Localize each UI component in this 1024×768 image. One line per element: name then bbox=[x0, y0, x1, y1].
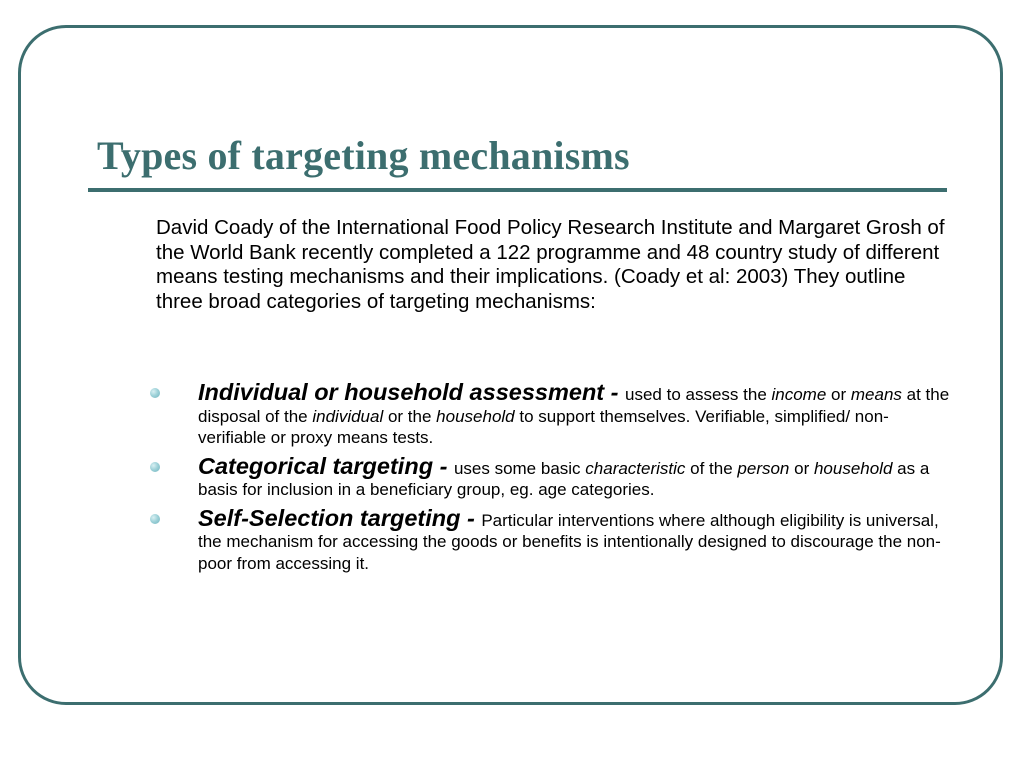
bullet-list bbox=[150, 379, 950, 581]
bullet-text: or the bbox=[383, 406, 437, 426]
bullet-text: Particular interventions where although eligibility is universal, the mechanism for accessing the goods or benefits is intentionally designed to discourage the non-poor from accessing it. bbox=[198, 510, 941, 573]
bullet-text: to support themselves. Verifiable, simplified/ non-verifiable or proxy means tests. bbox=[198, 406, 889, 447]
title-underline bbox=[88, 188, 947, 192]
bullet-dot-icon bbox=[150, 388, 160, 398]
bullet-text-italic: household bbox=[813, 458, 893, 478]
bullet-term: Categorical targeting - bbox=[198, 452, 454, 479]
bullet-text: uses some basic bbox=[453, 458, 586, 478]
bullet-term: Individual or household assessment - bbox=[198, 379, 626, 405]
bullet-text-italic: individual bbox=[312, 406, 384, 426]
bullet-dot-icon bbox=[150, 514, 160, 524]
bullet-text: as a basis for inclusion in a beneficiary group, eg. age categories. bbox=[198, 458, 930, 499]
bullet-text-italic: person bbox=[737, 458, 790, 478]
bullet-text-italic: means bbox=[850, 385, 902, 404]
bullet-text-italic: characteristic bbox=[585, 458, 686, 478]
slide-title: Types of targeting mechanisms bbox=[97, 133, 630, 178]
bullet-item-self-selection bbox=[150, 504, 950, 575]
bullet-item-categorical-targeting bbox=[150, 452, 950, 501]
slide-frame bbox=[18, 25, 1003, 705]
bullet-text: of the bbox=[685, 458, 738, 478]
intro-paragraph: David Coady of the International Food Policy Research Institute and Margaret Grosh of the World Bank recently completed a 122 programme and 48 country study of different means testing mechanisms and their implications. (Coady et al: 2003) They outline three broad categories of targeting mechanisms: bbox=[156, 216, 945, 313]
bullet-text: or bbox=[789, 458, 814, 478]
bullet-term: Self-Selection targeting - bbox=[198, 504, 482, 531]
bullet-text-italic: income bbox=[771, 385, 827, 404]
bullet-item-individual-assessment bbox=[150, 379, 950, 449]
bullet-text: used to assess the bbox=[625, 385, 772, 404]
bullet-dot-icon bbox=[150, 462, 160, 472]
bullet-text: or bbox=[826, 385, 851, 404]
bullet-text-italic: household bbox=[436, 406, 515, 426]
bullet-text: at the disposal of the bbox=[198, 385, 950, 426]
